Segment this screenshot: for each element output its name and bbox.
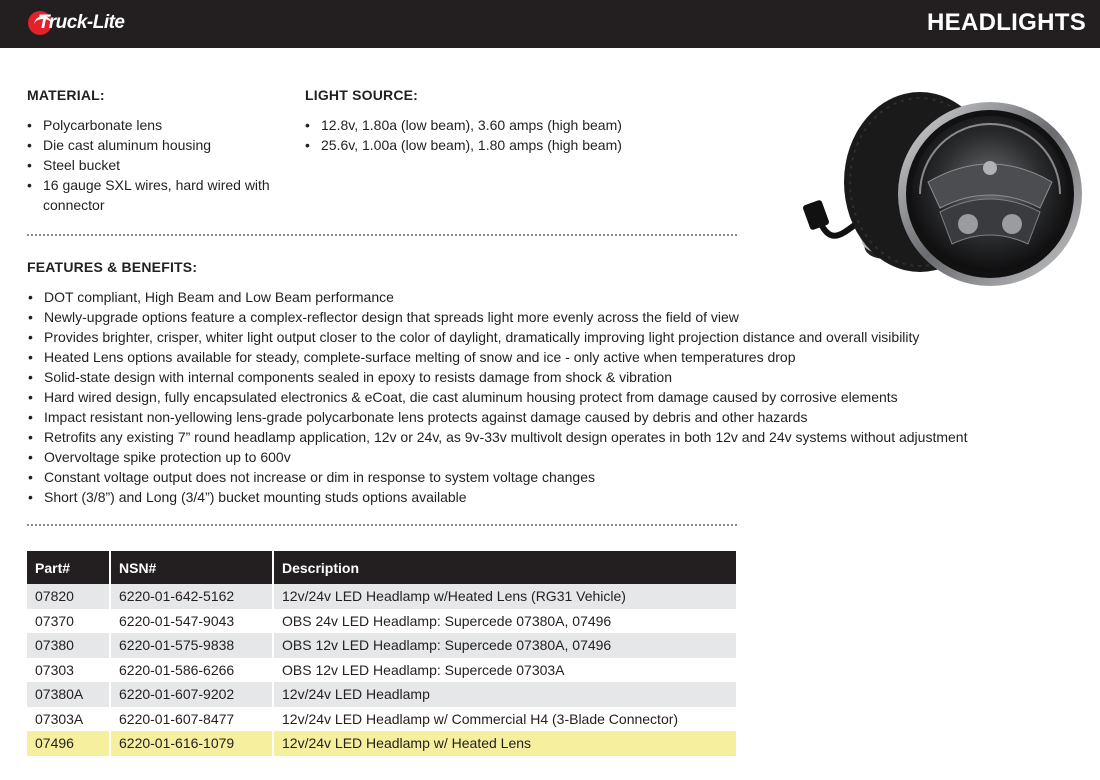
section-divider <box>27 524 737 526</box>
table-row <box>27 609 736 634</box>
material-item: • Steel bucket <box>27 155 297 175</box>
nsn-cell: 6220-01-586-6266 <box>110 658 273 683</box>
material-item: • Die cast aluminum housing <box>27 135 297 155</box>
table-row <box>27 633 736 658</box>
table-header-row <box>27 551 736 584</box>
table-row <box>27 682 736 707</box>
light-source-item: • 25.6v, 1.00a (low beam), 1.80 amps (high beam) <box>305 135 705 155</box>
feature-item: • Provides brighter, crisper, whiter light output closer to the color of daylight, dramatically improving light projection distance and overall visibility <box>28 327 1068 347</box>
description-cell: OBS 12v LED Headlamp: Supercede 07303A <box>273 658 736 683</box>
features-heading: FEATURES & BENEFITS: <box>27 259 198 275</box>
part-number-cell: 07380A <box>27 682 110 707</box>
material-item: • Polycarbonate lens <box>27 115 297 135</box>
material-item: • 16 gauge SXL wires, hard wired with connector <box>27 175 297 215</box>
nsn-cell: 6220-01-575-9838 <box>110 633 273 658</box>
description-cell: 12v/24v LED Headlamp w/Heated Lens (RG31 Vehicle) <box>273 584 736 609</box>
part-number-cell: 07820 <box>27 584 110 609</box>
description-cell: OBS 12v LED Headlamp: Supercede 07380A, 07496 <box>273 633 736 658</box>
table-row <box>27 584 736 609</box>
column-header-part: Part# <box>27 551 110 584</box>
description-cell: 12v/24v LED Headlamp w/ Commercial H4 (3-Blade Connector) <box>273 707 736 732</box>
feature-item: • Impact resistant non-yellowing lens-grade polycarbonate lens protects against damage caused by debris and other hazards <box>28 407 1068 427</box>
table-row <box>27 707 736 732</box>
feature-item: • DOT compliant, High Beam and Low Beam performance <box>28 287 1068 307</box>
feature-item: • Heated Lens options available for steady, complete-surface melting of snow and ice - only active when temperatures drop <box>28 347 1068 367</box>
section-divider <box>27 234 737 236</box>
feature-item: • Overvoltage spike protection up to 600v <box>28 447 1068 467</box>
truck-lite-logo <box>28 10 148 38</box>
light-source-heading: LIGHT SOURCE: <box>305 87 419 103</box>
nsn-cell: 6220-01-547-9043 <box>110 609 273 634</box>
description-cell: 12v/24v LED Headlamp w/ Heated Lens <box>273 731 736 756</box>
feature-item: • Retrofits any existing 7” round headlamp application, 12v or 24v, as 9v-33v multivolt design operates in both 12v and 24v systems without adjustment <box>28 427 1068 447</box>
nsn-cell: 6220-01-607-9202 <box>110 682 273 707</box>
page-title: HEADLIGHTS <box>927 9 1086 36</box>
logo-text: Truck-Lite <box>38 12 125 33</box>
part-number-cell: 07303 <box>27 658 110 683</box>
table-row <box>27 658 736 683</box>
parts-table <box>27 551 736 756</box>
light-source-item: • 12.8v, 1.80a (low beam), 3.60 amps (high beam) <box>305 115 705 135</box>
column-header-nsn: NSN# <box>110 551 273 584</box>
features-list <box>28 287 1068 507</box>
feature-item: • Newly-upgrade options feature a complex-reflector design that spreads light more evenly across the field of view <box>28 307 1068 327</box>
header-bar <box>0 0 1100 48</box>
part-number-cell: 07303A <box>27 707 110 732</box>
nsn-cell: 6220-01-642-5162 <box>110 584 273 609</box>
headlamp-image <box>800 86 1090 298</box>
column-header-description: Description <box>273 551 736 584</box>
material-heading: MATERIAL: <box>27 87 105 103</box>
part-number-cell: 07496 <box>27 731 110 756</box>
feature-item: • Hard wired design, fully encapsulated electronics & eCoat, die cast aluminum housing protect from damage caused by corrosive elements <box>28 387 1068 407</box>
nsn-cell: 6220-01-607-8477 <box>110 707 273 732</box>
feature-item: • Solid-state design with internal components sealed in epoxy to resists damage from shock & vibration <box>28 367 1068 387</box>
part-number-cell: 07380 <box>27 633 110 658</box>
nsn-cell: 6220-01-616-1079 <box>110 731 273 756</box>
table-row-highlighted <box>27 731 736 756</box>
part-number-cell: 07370 <box>27 609 110 634</box>
light-source-list <box>305 115 705 155</box>
description-cell: 12v/24v LED Headlamp <box>273 682 736 707</box>
feature-item: • Short (3/8”) and Long (3/4”) bucket mounting studs options available <box>28 487 1068 507</box>
feature-item: • Constant voltage output does not increase or dim in response to system voltage changes <box>28 467 1068 487</box>
material-list <box>27 115 297 215</box>
description-cell: OBS 24v LED Headlamp: Supercede 07380A, 07496 <box>273 609 736 634</box>
